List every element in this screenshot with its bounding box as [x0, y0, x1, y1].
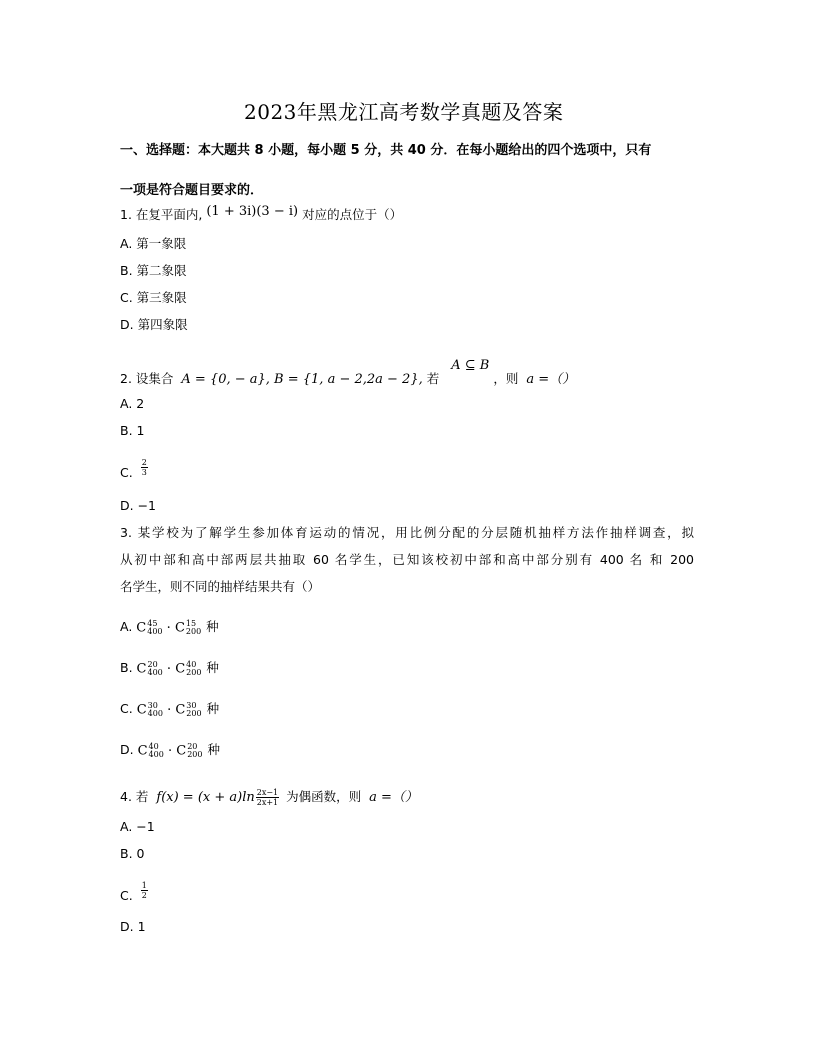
option-label: C.	[120, 701, 133, 716]
question-1-expression: (1 + 3i)(3 − i)	[206, 204, 299, 219]
question-4-stem	[120, 786, 418, 807]
combination-expression	[137, 661, 202, 677]
question-2-option-c-label: C.	[120, 465, 133, 480]
question-1-option-c: C. 第三象限	[120, 290, 187, 305]
question-2-if: 若	[426, 371, 440, 386]
combination-sub: 400	[147, 667, 163, 677]
question-2-sets: A = {0, − a}, B = {1, a − 2,2a − 2},	[181, 372, 423, 387]
option-label: A.	[120, 619, 133, 634]
fraction-denominator: 2x+1	[256, 798, 279, 807]
question-2-a-expr: a =（）	[526, 372, 576, 387]
question-3-line-2: 从初中部和高中部两层共抽取 60 名学生，已知该校初中部和高中部分别有 400 名 和 200	[120, 552, 694, 567]
question-2-subset: A ⊆ B	[451, 358, 490, 373]
question-2-option-c	[120, 458, 148, 480]
option-label: D.	[120, 742, 134, 757]
page-title: 2023年黑龙江高考数学真题及答案	[244, 100, 564, 124]
question-2-option-d: D. −1	[120, 498, 156, 513]
question-4-log-fraction	[256, 788, 279, 807]
question-3-line-1: 3. 某学校为了解学生参加体育运动的情况，用比例分配的分层随机抽样方法作抽样调查，拟	[120, 525, 694, 540]
question-1-option-d: D. 第四象限	[120, 317, 188, 332]
combination-sup: 20	[187, 741, 198, 751]
question-2-prefix: 2. 设集合	[120, 371, 174, 386]
option-label: B.	[120, 660, 133, 675]
question-2-stem	[120, 358, 576, 387]
fraction-numerator: 1	[141, 881, 147, 890]
combination-sub: 200	[185, 626, 202, 636]
combination-symbol: C	[174, 620, 185, 635]
combination-sup: 15	[185, 618, 197, 628]
option-tail: 种	[206, 701, 220, 716]
section-header-line2: 一项是符合题目要求的．	[120, 183, 264, 198]
combination-sup: 20	[147, 659, 158, 669]
combination-sub: 400	[147, 708, 163, 718]
combination-expression	[136, 620, 201, 636]
question-1-suffix: 对应的点位于（）	[302, 207, 403, 222]
combination-expression	[137, 702, 202, 718]
combination-symbol: C	[175, 702, 186, 717]
multiply-dot: ·	[167, 702, 172, 717]
multiply-dot: ·	[166, 661, 172, 676]
combination-sub: 400	[148, 749, 164, 759]
question-3-option-a	[120, 617, 219, 636]
question-4-option-b: B. 0	[120, 846, 145, 861]
fraction-numerator: 2	[141, 458, 147, 467]
combination-sup: 40	[186, 659, 197, 669]
question-4-a-expr: a =（）	[369, 790, 418, 805]
combination-sup: 30	[147, 700, 158, 710]
question-4-prefix: 4. 若	[120, 789, 149, 804]
combination-symbol: C	[176, 743, 187, 758]
question-2-option-c-fraction	[141, 458, 148, 477]
fraction-numerator: 2x−1	[256, 788, 279, 797]
combination-sub: 200	[186, 708, 202, 718]
fraction-denominator: 2	[141, 891, 147, 900]
combination-sup: 30	[186, 700, 197, 710]
combination-expression	[138, 743, 203, 759]
combination-symbol: C	[136, 620, 147, 635]
option-tail: 种	[206, 660, 219, 675]
combination-symbol: C	[137, 743, 148, 758]
question-3-option-c	[120, 699, 219, 718]
combination-symbol: C	[136, 702, 147, 717]
question-2-then: ，则	[493, 371, 519, 386]
question-4-option-c-fraction	[141, 881, 148, 900]
combination-symbol: C	[175, 661, 186, 676]
question-2-option-a: A. 2	[120, 396, 145, 411]
combination-sub: 200	[187, 749, 203, 759]
multiply-dot: ·	[167, 743, 173, 758]
question-1-stem	[120, 205, 402, 223]
question-4-option-a: A. −1	[120, 819, 155, 834]
question-1-option-b: B. 第二象限	[120, 263, 187, 278]
question-2-option-b: B. 1	[120, 423, 145, 438]
question-3-option-d	[120, 740, 220, 759]
option-tail: 种	[206, 619, 219, 634]
question-4-option-d: D. 1	[120, 919, 146, 934]
combination-sub: 200	[186, 667, 202, 677]
question-1-option-a: A. 第一象限	[120, 236, 187, 251]
multiply-dot: ·	[166, 620, 171, 635]
question-4-suffix: 为偶函数，则	[286, 789, 362, 804]
fraction-denominator: 3	[141, 468, 147, 477]
question-4-option-c	[120, 881, 148, 903]
section-header-line1: 一、选择题：本大题共 8 小题，每小题 5 分，共 40 分．在每小题给出的四个选项中，只有	[120, 143, 652, 158]
option-tail: 种	[207, 742, 220, 757]
combination-sub: 400	[147, 626, 163, 636]
combination-symbol: C	[136, 661, 147, 676]
question-4-function: f(x) = (x + a)ln	[156, 790, 255, 805]
combination-sup: 40	[148, 741, 159, 751]
question-1-prefix: 1. 在复平面内,	[120, 207, 203, 222]
question-3-line-3: 名学生，则不同的抽样结果共有（）	[120, 579, 321, 594]
combination-sup: 45	[147, 618, 158, 628]
question-4-option-c-label: C.	[120, 888, 133, 903]
question-3-option-b	[120, 658, 219, 677]
